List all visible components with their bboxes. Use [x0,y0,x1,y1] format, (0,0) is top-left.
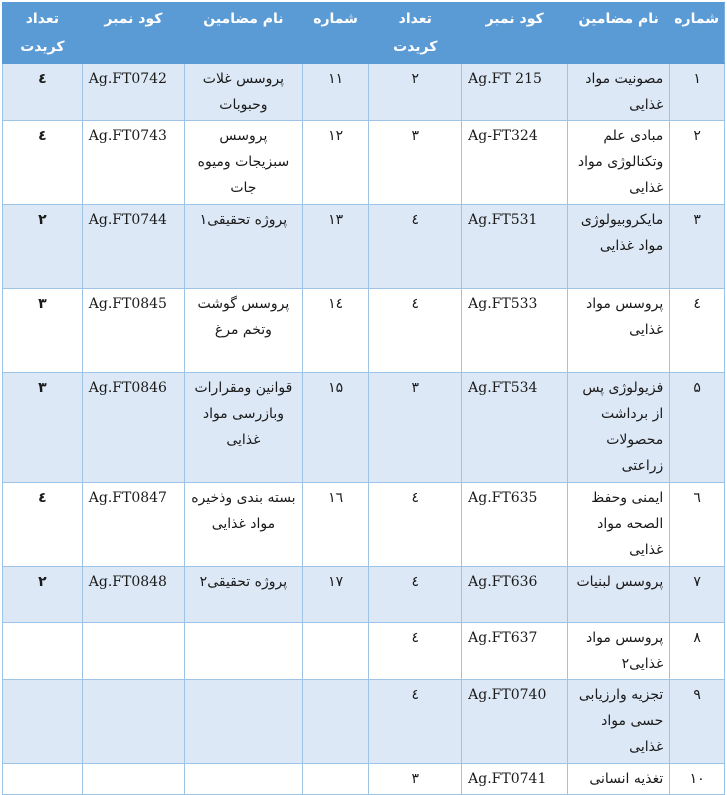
table-row [3,680,725,764]
table-row [3,121,725,205]
row-number-2: ۱۳ [302,205,369,289]
course-title-2: پروژه تحقیقی۲ [185,567,303,623]
course-credits: ۲ [369,64,462,121]
course-code-2: Ag.FT0743 [82,121,184,205]
course-credits-2 [3,680,83,764]
course-code: Ag.FT0741 [462,764,568,795]
course-title: پروسس مواد غذایی۲ [568,623,670,680]
course-credits: ٤ [369,680,462,764]
course-code-2 [82,623,184,680]
header-number: شماره [670,3,725,64]
table-row [3,64,725,121]
course-title-2: بسته بندی وذخیره مواد غذایی [185,483,303,567]
course-title-2 [185,680,303,764]
course-code: Ag.FT636 [462,567,568,623]
course-title-2 [185,764,303,795]
row-number-2: ۱۱ [302,64,369,121]
course-credits: ۳ [369,373,462,483]
table-row [3,205,725,289]
course-title: پروسس مواد غذایی [568,289,670,373]
course-title: مایکروبیولوژی مواد غذایی [568,205,670,289]
course-credits-2: ٤ [3,121,83,205]
course-title-2: پروسس سبزیجات ومیوه جات [185,121,303,205]
course-title-2 [185,623,303,680]
course-title: پروسس لبنیات [568,567,670,623]
row-number: ۷ [670,567,725,623]
row-number-2: ۱۲ [302,121,369,205]
course-title: تجزیه وارزیابی حسی مواد غذایی [568,680,670,764]
table-row [3,483,725,567]
course-title-2: قوانین ومقرارات وبازرسی مواد غذایی [185,373,303,483]
row-number: ۵ [670,373,725,483]
course-credits: ٤ [369,567,462,623]
row-number: ۱۰ [670,764,725,795]
course-credits: ٤ [369,289,462,373]
header-credits-2: تعداد کریدت [3,3,83,64]
row-number: ۱ [670,64,725,121]
course-code: Ag.FT 215 [462,64,568,121]
header-code: کود نمبر [462,3,568,64]
header-row [3,3,725,64]
row-number-2 [302,764,369,795]
course-code: Ag.FT531 [462,205,568,289]
course-credits-2 [3,764,83,795]
header-number-2: شماره [302,3,369,64]
row-number: ۸ [670,623,725,680]
course-code: Ag.FT635 [462,483,568,567]
curriculum-table [2,2,725,795]
course-code: Ag.FT637 [462,623,568,680]
course-code: Ag.FT0740 [462,680,568,764]
header-code-2: کود نمبر [82,3,184,64]
course-code-2: Ag.FT0845 [82,289,184,373]
row-number-2: ۱۷ [302,567,369,623]
course-credits: ۳ [369,121,462,205]
row-number: ۳ [670,205,725,289]
course-code-2: Ag.FT0847 [82,483,184,567]
row-number-2: ۱٤ [302,289,369,373]
course-code: Ag.FT533 [462,289,568,373]
course-code-2: Ag.FT0846 [82,373,184,483]
table-row [3,567,725,623]
course-title: مبادی علم وتکنالوژی مواد غذایی [568,121,670,205]
table-row [3,289,725,373]
header-title: نام مضامین [568,3,670,64]
row-number: ۲ [670,121,725,205]
row-number: ٤ [670,289,725,373]
course-credits-2: ۲ [3,567,83,623]
course-code-2 [82,764,184,795]
table-row [3,764,725,795]
course-title-2: پروژه تحقیقی۱ [185,205,303,289]
table-row [3,373,725,483]
course-title-2: پروسس گوشت وتخم مرغ [185,289,303,373]
course-title: ایمنی وحفظ الصحه مواد غذایی [568,483,670,567]
course-title: فزیولوژی پس از برداشت محصولات زراعتی [568,373,670,483]
course-credits: ٤ [369,205,462,289]
course-credits-2: ۳ [3,289,83,373]
course-code: Ag.FT534 [462,373,568,483]
course-code-2: Ag.FT0742 [82,64,184,121]
header-title-2: نام مضامین [185,3,303,64]
course-credits-2 [3,623,83,680]
course-title: مصونیت مواد غذایی [568,64,670,121]
course-credits-2: ٤ [3,483,83,567]
row-number-2: ۱٦ [302,483,369,567]
row-number-2: ۱۵ [302,373,369,483]
course-credits-2: ۳ [3,373,83,483]
row-number-2 [302,623,369,680]
course-credits-2: ۲ [3,205,83,289]
table-row [3,623,725,680]
course-code: Ag-FT324 [462,121,568,205]
header-credits: تعداد کریدت [369,3,462,64]
course-code-2 [82,680,184,764]
row-number-2 [302,680,369,764]
row-number: ٦ [670,483,725,567]
course-title-2: پروسس غلات وحبوبات [185,64,303,121]
row-number: ۹ [670,680,725,764]
course-code-2: Ag.FT0744 [82,205,184,289]
course-credits-2: ٤ [3,64,83,121]
course-title: تغذیه انسانی [568,764,670,795]
course-credits: ٤ [369,483,462,567]
course-credits: ٤ [369,623,462,680]
course-credits: ۳ [369,764,462,795]
course-code-2: Ag.FT0848 [82,567,184,623]
